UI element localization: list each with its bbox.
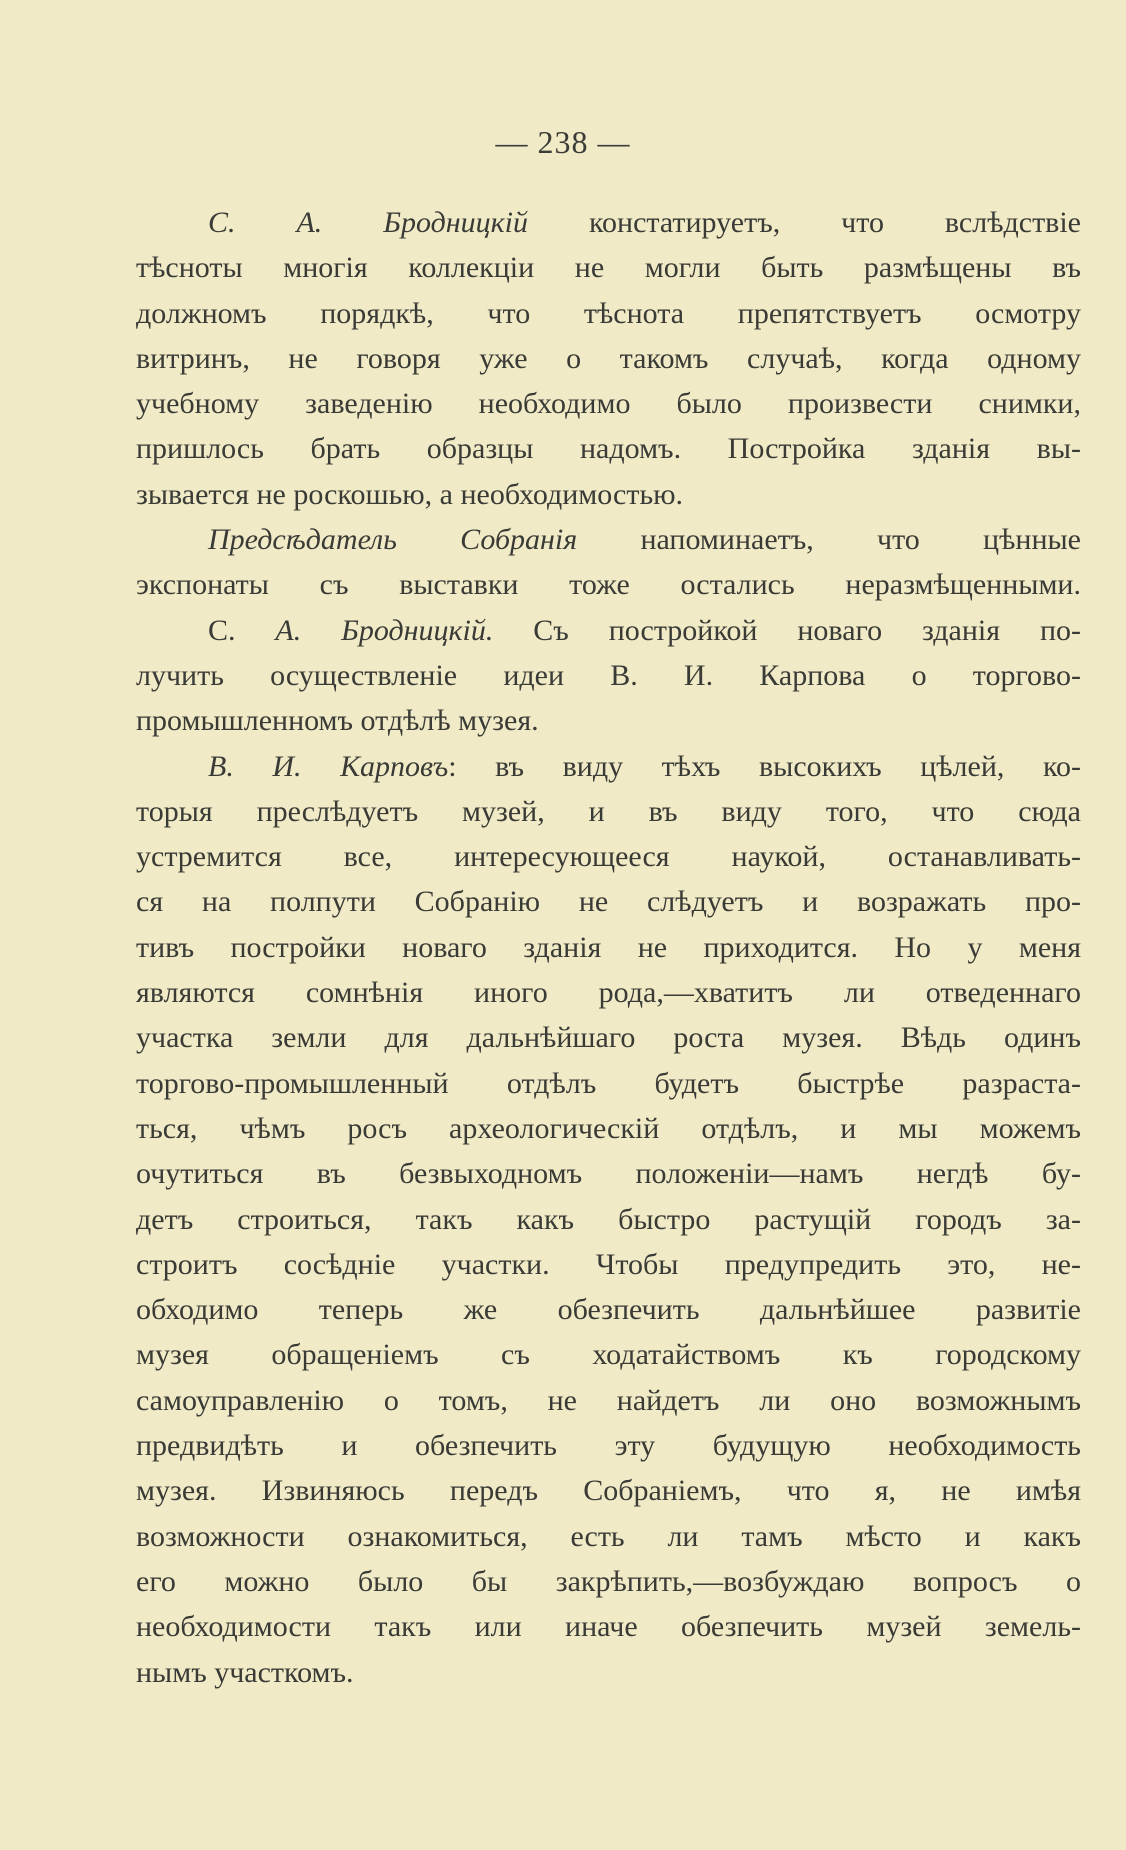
text-line [136, 1197, 1081, 1242]
text-run: устремится все, интересующееся наукой, останавливать- [136, 840, 1081, 874]
text-run: участка земли для дальнѣйшаго роста музея. Вѣдь одинъ [136, 1021, 1081, 1055]
text-line [136, 1015, 1081, 1060]
text-run: констатируетъ, что вслѣдствіе [528, 206, 1082, 239]
text-line [136, 925, 1081, 970]
italic-text: Бродницкій [383, 206, 528, 239]
text-run: Съ постройкой новаго зданія по- [493, 613, 1081, 647]
text-run: нымъ участкомъ. [136, 1655, 354, 1689]
text-line [136, 789, 1081, 834]
text-run: должномъ порядкѣ, что тѣснота препятствуетъ осмотру [136, 296, 1081, 330]
text-line [136, 744, 1081, 789]
text-run: тивъ постройки новаго зданія не приходится. Но у меня [136, 930, 1081, 964]
text-run: торгово-промышленный отдѣлъ будетъ быстрѣе разраста- [136, 1066, 1081, 1100]
text-run: предвидѣть и обезпечить эту будущую необходимость [136, 1429, 1081, 1463]
text-run: обходимо теперь же обезпечить дальнѣйшее развитіе [136, 1293, 1081, 1327]
text-line [136, 834, 1081, 879]
text-run: пришлось брать образцы надомъ. Постройка зданія вы- [136, 432, 1081, 466]
text-run: его можно было бы закрѣпить,—возбуждаю вопросъ о [136, 1564, 1081, 1598]
text-run: витринъ, не говоря уже о такомъ случаѣ, когда одному [136, 341, 1081, 375]
text-line [136, 245, 1081, 290]
text-line [136, 1514, 1081, 1559]
text-run: ться, чѣмъ росъ археологическій отдѣлъ, и мы можемъ [136, 1111, 1081, 1145]
text-line [136, 1332, 1081, 1377]
text-run: необходимости такъ или иначе обезпечить музей земель- [136, 1610, 1081, 1644]
text-line [136, 1650, 1081, 1695]
text-run: торыя преслѣдуетъ музей, и въ виду того, что сюда [136, 794, 1081, 828]
text-line [136, 1559, 1081, 1604]
text-run: музея. Извиняюсь передъ Собраніемъ, что я, не имѣя [136, 1474, 1081, 1508]
text-line [136, 1242, 1081, 1287]
text-line [136, 698, 1081, 743]
text-run: самоуправленію о томъ, не найдетъ ли оно возможнымъ [136, 1383, 1081, 1417]
text-run: возможности ознакомиться, есть ли тамъ мѣсто и какъ [136, 1519, 1081, 1553]
text-run: зывается не роскошью, а необходимостью. [136, 477, 684, 511]
text-line [136, 879, 1081, 924]
italic-text: С. А. [208, 206, 384, 239]
text-line [136, 1287, 1081, 1332]
text-run: промышленномъ отдѣлѣ музея. [136, 704, 539, 738]
text-run: лучить осуществленіе идеи В. И. Карпова о торгово- [136, 658, 1081, 692]
text-line [136, 517, 1081, 562]
text-run: учебному заведенію необходимо было произвести снимки, [136, 387, 1081, 421]
text-run: музея обращеніемъ съ ходатайствомъ къ городскому [136, 1338, 1081, 1372]
text-line [136, 1468, 1081, 1513]
text-line [136, 653, 1081, 698]
text-line [136, 970, 1081, 1015]
text-run: тѣсноты многія коллекціи не могли быть размѣщены въ [136, 251, 1081, 285]
text-line [136, 562, 1081, 607]
text-line [136, 336, 1081, 381]
text-run: детъ строиться, такъ какъ быстро растущій городъ за- [136, 1202, 1081, 1236]
text-line [136, 381, 1081, 426]
text-run: напоминаетъ, что цѣнные [577, 523, 1081, 557]
text-line [136, 1604, 1081, 1649]
text-run: : въ виду тѣхъ высокихъ цѣлей, ко- [448, 749, 1081, 783]
italic-text: А. Бродницкій. [275, 613, 494, 647]
text-run: строитъ сосѣдніе участки. Чтобы предупредить это, не- [136, 1247, 1081, 1281]
text-run: являются сомнѣнія иного рода,—хватитъ ли отведеннаго [136, 976, 1081, 1010]
text-line [136, 200, 1081, 245]
italic-text: Предсѣдатель Собранія [208, 523, 578, 557]
text-line [136, 1151, 1081, 1196]
text-run: очутиться въ безвыходномъ положеніи—намъ негдѣ бу- [136, 1157, 1081, 1191]
text-line [136, 1378, 1081, 1423]
text-run: С. [208, 613, 276, 647]
text-run: ся на полпути Собранію не слѣдуетъ и возражать про- [136, 885, 1081, 919]
page-number: — 238 — [495, 124, 631, 160]
text-line [136, 291, 1081, 336]
text-line [136, 1106, 1081, 1151]
italic-text: В. И. Карповъ [208, 749, 449, 783]
text-line [136, 426, 1081, 471]
text-line [136, 1423, 1081, 1468]
text-line [136, 1061, 1081, 1106]
body-text [136, 200, 1081, 1695]
text-line [136, 608, 1081, 653]
text-run: экспонаты съ выставки тоже остались неразмѣщенными. [136, 568, 1081, 602]
text-line [136, 472, 1081, 517]
